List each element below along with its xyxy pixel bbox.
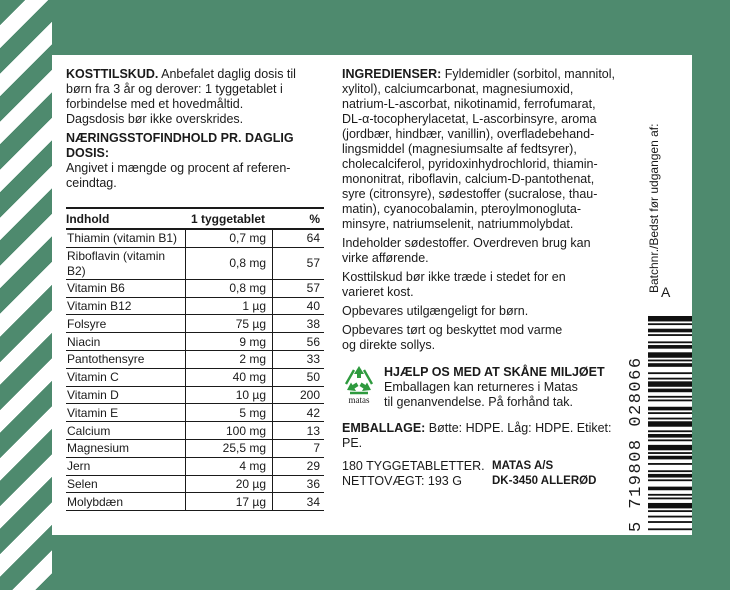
barcode-bar [648, 323, 692, 325]
nutrient-percent: 36 [273, 475, 325, 493]
nutrient-amount: 0,8 mg [186, 247, 273, 279]
note-line: Indeholder sødestoffer. Overdreven brug kan [342, 236, 591, 250]
nutrient-percent: 34 [273, 493, 325, 511]
table-header-row [66, 208, 324, 229]
barcode-bar [648, 521, 692, 523]
recycle-line: Emballagen kan returneres i Matas [384, 380, 578, 394]
nutrient-sub-line: ceindtag. [66, 176, 117, 190]
barcode-bar [648, 430, 692, 432]
barcode-bar [648, 470, 692, 472]
nutrient-table [66, 207, 324, 511]
note-line: Kosttilskud bør ikke træde i stedet for en [342, 270, 566, 284]
ingredients-line: (jordbær, hindbær, vanillin), overfladebehand- [342, 127, 595, 141]
nutrient-percent: 200 [273, 386, 325, 404]
product-info [342, 459, 485, 489]
note-line: varieret kost. [342, 285, 414, 299]
nutrient-name: Pantothensyre [66, 350, 186, 368]
ingredients-line: lingsmiddel (magnesiumsalte af fedtsyrer), [342, 142, 577, 156]
table-row [66, 422, 324, 440]
barcode-bar [648, 389, 692, 393]
table-row [66, 247, 324, 279]
barcode-bar [648, 360, 692, 362]
table-row [66, 315, 324, 333]
nutrient-amount: 1 µg [186, 297, 273, 315]
recycle-icon [342, 365, 376, 395]
nutrient-percent: 50 [273, 368, 325, 386]
nutrient-sub-line: Angivet i mængde og procent af referen- [66, 161, 291, 175]
nutrient-amount: 10 µg [186, 386, 273, 404]
nutrient-name: Riboflavin (vitamin B2) [66, 247, 186, 279]
bottom-green-band [52, 535, 730, 590]
ingredients-line: DL-α-tocopherylacetat, L-ascorbinsyre, aroma [342, 112, 597, 126]
barcode-bar [648, 498, 692, 500]
nutrient-amount: 9 mg [186, 333, 273, 351]
product-label [52, 55, 692, 535]
barcode-bar [648, 363, 692, 367]
nutrient-name: Magnesium [66, 439, 186, 457]
barcode-bar [648, 439, 692, 441]
nutrient-amount: 17 µg [186, 493, 273, 511]
note-line: og direkte sollys. [342, 338, 436, 352]
table-row [66, 333, 324, 351]
barcode-bar [648, 372, 692, 374]
table-row [66, 297, 324, 315]
nutrient-percent: 29 [273, 457, 325, 475]
ingredients-line: xylitol), calciumcarbonat, magnesiumoxid, [342, 82, 574, 96]
nutrient-amount: 100 mg [186, 422, 273, 440]
nutrient-percent: 57 [273, 279, 325, 297]
ingredients-line: mononitrat, riboflavin, calcium-D-pantothenat, [342, 172, 595, 186]
barcode-bar [648, 516, 692, 518]
table-row [66, 457, 324, 475]
batch-info [644, 63, 664, 293]
dosage-line: Anbefalet daglig dosis til [158, 67, 296, 81]
nutrient-name: Thiamin (vitamin B1) [66, 229, 186, 247]
nutrient-amount: 75 µg [186, 315, 273, 333]
ingredients-line: cholecalciferol, pyridoxinhydrochlorid, thiamin- [342, 157, 598, 171]
nutrient-percent: 42 [273, 404, 325, 422]
nutrient-amount: 20 µg [186, 475, 273, 493]
nutrient-name: Calcium [66, 422, 186, 440]
nutrient-heading: NÆRINGSSTOFINDHOLD PR. DAGLIG DOSIS: [66, 131, 294, 160]
company-address: DK-3450 ALLERØD [492, 475, 597, 487]
nutrient-percent: 33 [273, 350, 325, 368]
barcode-number-wrap [626, 316, 648, 532]
barcode-bar [648, 396, 692, 398]
nutrient-amount: 5 mg [186, 404, 273, 422]
barcode-bar [648, 474, 692, 478]
company-info [492, 459, 596, 489]
nutrient-amount: 0,7 mg [186, 229, 273, 247]
barcode-bar [648, 381, 692, 386]
barcode-bar [648, 434, 692, 438]
nutrient-name: Molybdæn [66, 493, 186, 511]
table-row [66, 493, 324, 511]
ingredients-line: Fyldemidler (sorbitol, mannitol, [441, 67, 615, 81]
barcode-bar [648, 334, 692, 336]
barcode-bar [648, 494, 692, 496]
barcode-bar [648, 412, 692, 414]
ingredients-line: syre (citronsyre), sødestoffer (sucralose, thau- [342, 187, 598, 201]
dosage-line: Dagsdosis bør ikke overskrides. [66, 112, 244, 126]
nutrient-name: Vitamin C [66, 368, 186, 386]
barcode-bar [648, 378, 692, 380]
nutrient-amount: 40 mg [186, 368, 273, 386]
product-footer [342, 459, 624, 493]
nutrient-amount: 2 mg [186, 350, 273, 368]
nutrient-name: Vitamin B12 [66, 297, 186, 315]
barcode-bar [648, 421, 692, 426]
barcode-bar [648, 503, 692, 508]
column-header-content: Indhold [66, 208, 186, 229]
supplement-heading: KOSTTILSKUD. [66, 67, 159, 81]
barcode-bar [648, 528, 692, 530]
ingredients-line: minsyre, natriumselenit, natriummolybdat. [342, 217, 574, 231]
sweetener-note [342, 236, 624, 266]
barcode [648, 316, 692, 532]
barcode-bar [648, 445, 692, 450]
nutrient-percent: 38 [273, 315, 325, 333]
storage-note [342, 323, 624, 353]
nutrient-name: Folsyre [66, 315, 186, 333]
column-header-percent: % [273, 208, 325, 229]
top-green-band [52, 0, 730, 55]
barcode-bar [648, 341, 692, 343]
table-row [66, 368, 324, 386]
barcode-bar [648, 479, 692, 481]
barcode-bar [648, 487, 692, 491]
barcode-bar [648, 352, 692, 357]
supplement-dosage [66, 67, 336, 127]
nutrient-name: Niacin [66, 333, 186, 351]
ingredients-line: natrium-L-ascorbat, nikotinamid, ferrofumarat, [342, 97, 596, 111]
decorative-stripes [0, 0, 52, 590]
table-row [66, 439, 324, 457]
table-row [66, 279, 324, 297]
matas-logo-text: matas [348, 395, 370, 405]
barcode-bar [648, 345, 692, 349]
nutrient-percent: 56 [273, 333, 325, 351]
nutrient-name: Vitamin D [66, 386, 186, 404]
table-row [66, 386, 324, 404]
ingredients-line: matin), cyanocobalamin, pteroylmonogluta- [342, 202, 582, 216]
recycle-line: til genanvendelse. På forhånd tak. [384, 395, 574, 409]
nutrient-name: Selen [66, 475, 186, 493]
nutrient-name: Jern [66, 457, 186, 475]
dosage-line: forbindelse med et hovedmåltid. [66, 97, 244, 111]
recycle-heading: HJÆLP OS MED AT SKÅNE MILJØET [384, 365, 605, 379]
diet-note [342, 270, 624, 300]
table-row [66, 350, 324, 368]
net-weight: NETTOVÆGT: 193 G [342, 474, 462, 488]
note-line: Opbevares tørt og beskyttet mod varme [342, 323, 563, 337]
barcode-number: 5 719808 028066 [627, 356, 646, 532]
middle-column [342, 67, 624, 493]
nutrient-amount: 25,5 mg [186, 439, 273, 457]
packaging-info [342, 421, 624, 451]
children-note [342, 304, 624, 319]
company-name: MATAS A/S [492, 460, 554, 472]
table-row [66, 475, 324, 493]
left-column [66, 67, 336, 511]
packaging-text: Bøtte: HDPE. Låg: HDPE. Etiket: PE. [342, 421, 612, 450]
nutrient-percent: 13 [273, 422, 325, 440]
barcode-bar [648, 510, 692, 512]
barcode-bar [648, 399, 692, 401]
tablet-count: 180 TYGGETABLETTER. [342, 459, 485, 473]
right-green-band [692, 0, 730, 590]
nutrient-name: Vitamin E [66, 404, 186, 422]
barcode-bar [648, 407, 692, 411]
barcode-letter: A [661, 284, 671, 300]
table-row [66, 404, 324, 422]
packaging-heading: EMBALLAGE: [342, 421, 426, 435]
batch-text: Batchnr./Bedst før udgangen af: [647, 123, 661, 293]
dosage-line: børn fra 3 år og derover: 1 tyggetablet i [66, 82, 283, 96]
nutrient-percent: 40 [273, 297, 325, 315]
ingredients-block [342, 67, 624, 232]
nutrient-name: Vitamin B6 [66, 279, 186, 297]
nutrient-amount: 0,8 mg [186, 279, 273, 297]
column-header-amount: 1 tyggetablet [186, 208, 273, 229]
nutrient-percent: 64 [273, 229, 325, 247]
table-row [66, 229, 324, 247]
nutrient-percent: 57 [273, 247, 325, 279]
recycle-section [342, 365, 624, 415]
barcode-bar [648, 452, 692, 454]
ingredients-heading: INGREDIENSER: [342, 67, 442, 81]
recycle-text [384, 365, 624, 410]
nutrient-intro [66, 131, 336, 191]
nutrient-percent: 7 [273, 439, 325, 457]
barcode-bar [648, 456, 692, 460]
note-line: virke afførende. [342, 251, 429, 265]
barcode-bar [648, 418, 692, 420]
barcode-bar [648, 316, 692, 321]
nutrient-amount: 4 mg [186, 457, 273, 475]
barcode-bar [648, 329, 692, 333]
note-line: Opbevares utilgængeligt for børn. [342, 304, 529, 318]
barcode-bar [648, 463, 692, 465]
